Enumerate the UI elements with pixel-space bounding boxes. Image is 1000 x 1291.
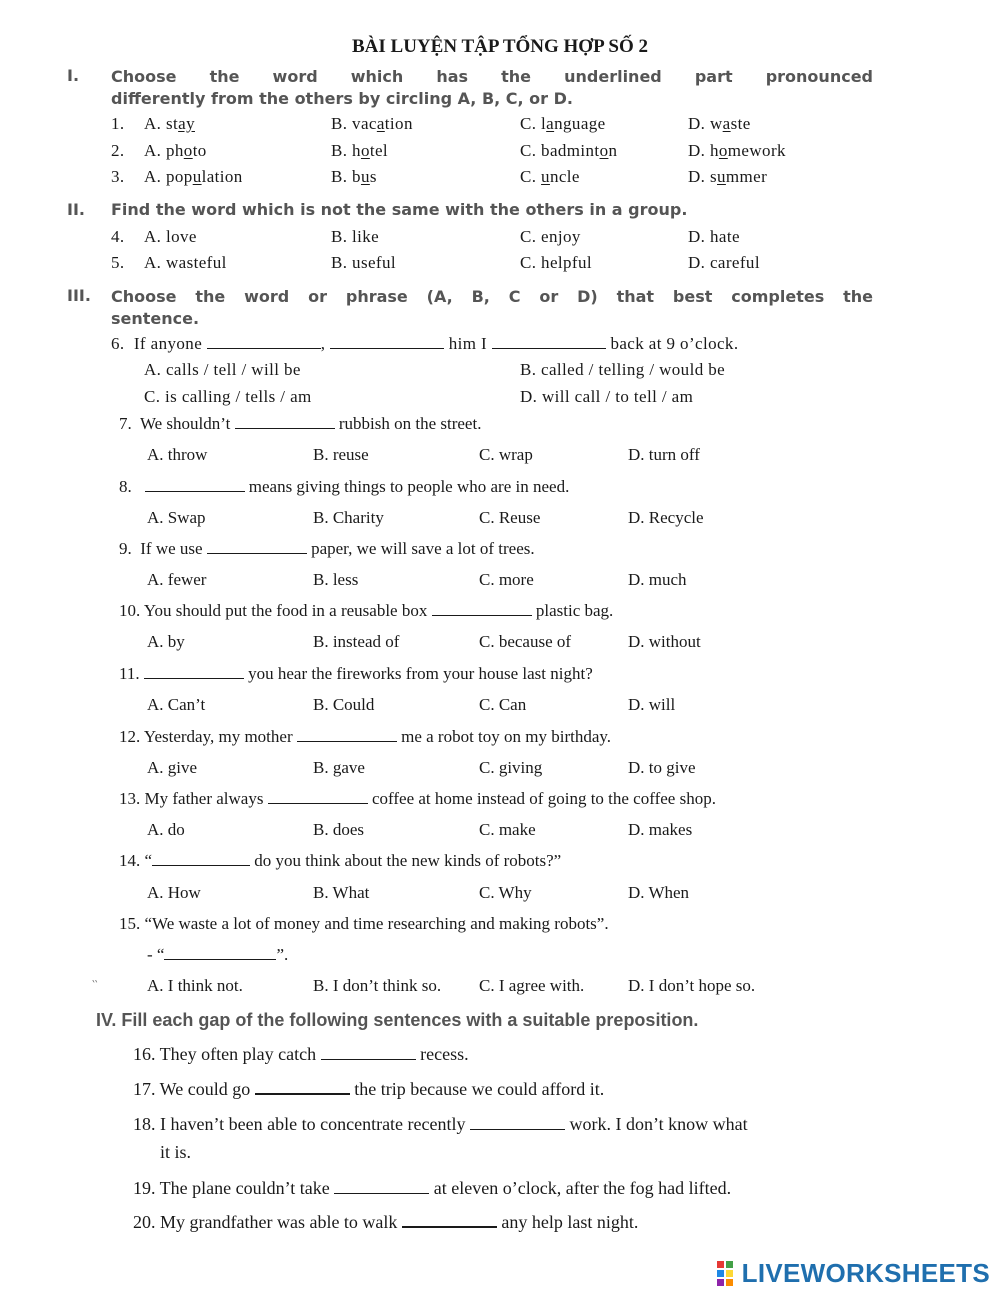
option-a[interactable]: A. Can’t <box>147 695 206 714</box>
option-c[interactable]: C. Reuse <box>479 508 541 527</box>
option-d[interactable]: D. Recycle <box>628 508 704 527</box>
option-b[interactable]: B. hotel <box>331 141 389 160</box>
question-stem: 11. you hear the fireworks from your house last night? <box>119 664 593 683</box>
answer-blank[interactable] <box>402 1212 497 1228</box>
option-d[interactable]: D. much <box>628 570 687 589</box>
option-d[interactable]: D. homework <box>688 141 786 160</box>
option-c[interactable]: C. make <box>479 820 536 839</box>
answer-blank[interactable] <box>164 945 276 960</box>
answer-blank[interactable] <box>152 851 250 866</box>
liveworksheets-logo <box>716 1258 990 1289</box>
option-c[interactable]: C. wrap <box>479 445 533 464</box>
answer-blank[interactable] <box>297 727 397 742</box>
option-c[interactable]: C. Can <box>479 695 527 714</box>
question-number: 1. <box>111 114 125 133</box>
question-number: 4. <box>111 227 125 246</box>
section-1-instruction-line1: Choose the word which has the underlined part pronounced <box>111 67 873 86</box>
option-d[interactable]: D. hate <box>688 227 740 246</box>
page-title: BÀI LUYỆN TẬP TỔNG HỢP SỐ 2 <box>352 36 648 57</box>
option-c[interactable]: C. more <box>479 570 534 589</box>
section-3-instruction-line1: Choose the word or phrase (A, B, C or D) that best completes the <box>111 287 873 306</box>
option-a[interactable]: A. fewer <box>147 570 207 589</box>
option-c[interactable]: C. is calling / tells / am <box>144 387 312 406</box>
option-c[interactable]: C. enjoy <box>520 227 581 246</box>
question-stem: 8. means giving things to people who are in need. <box>119 477 570 496</box>
answer-blank[interactable] <box>255 1079 350 1095</box>
option-d[interactable]: D. will <box>628 695 676 714</box>
option-b[interactable]: B. called / telling / would be <box>520 360 726 379</box>
option-a[interactable]: A. stay <box>144 114 195 133</box>
option-c[interactable]: C. helpful <box>520 253 592 272</box>
section-2-number: II. <box>67 200 85 219</box>
question-stem: 7. We shouldn’t rubbish on the street. <box>119 414 482 433</box>
question-stem: 20. My grandfather was able to walk any help last night. <box>133 1212 639 1232</box>
option-a[interactable]: A. love <box>144 227 197 246</box>
question-stem: 19. The plane couldn’t take at eleven o’clock, after the fog had lifted. <box>133 1178 732 1198</box>
answer-blank[interactable] <box>330 334 444 349</box>
answer-blank[interactable] <box>207 539 307 554</box>
option-b[interactable]: B. bus <box>331 167 377 186</box>
question-stem: 10. You should put the food in a reusable box plastic bag. <box>119 601 614 620</box>
option-c[interactable]: C. Why <box>479 883 532 902</box>
option-d[interactable]: D. turn off <box>628 445 700 464</box>
stray-mark: ‵‵ <box>92 978 98 992</box>
question-stem: 16. They often play catch recess. <box>133 1044 469 1064</box>
question-15-stem: 15. “We waste a lot of money and time researching and making robots”. <box>119 914 609 933</box>
option-a[interactable]: A. throw <box>147 445 208 464</box>
option-b[interactable]: B. vacation <box>331 114 413 133</box>
question-number: 2. <box>111 141 125 160</box>
answer-blank[interactable] <box>492 334 606 349</box>
question-15-reply: - “ ”. <box>147 945 289 964</box>
answer-blank[interactable] <box>470 1115 565 1130</box>
option-d[interactable]: D. summer <box>688 167 768 186</box>
section-4-heading: IV. Fill each gap of the following sentences with a suitable preposition. <box>96 1010 699 1030</box>
liveworksheets-icon <box>716 1259 742 1289</box>
option-c[interactable]: C. because of <box>479 632 572 651</box>
option-a[interactable]: A. wasteful <box>144 253 227 272</box>
section-3-instruction-line2: sentence. <box>111 309 200 328</box>
option-c[interactable]: C. uncle <box>520 167 580 186</box>
option-b[interactable]: B. does <box>313 820 364 839</box>
question-stem: 14. “ do you think about the new kinds of robots?” <box>119 851 562 870</box>
option-b[interactable]: B. reuse <box>313 445 369 464</box>
option-a[interactable]: A. do <box>147 820 185 839</box>
option-d[interactable]: D. to give <box>628 758 696 777</box>
answer-blank[interactable] <box>432 601 532 616</box>
option-d[interactable]: D. waste <box>688 114 751 133</box>
question-number: 5. <box>111 253 125 272</box>
option-a[interactable]: A. by <box>147 632 185 651</box>
section-1-instruction-line2: differently from the others by circling A, B, C, or D. <box>111 89 573 108</box>
option-d[interactable]: D. careful <box>688 253 760 272</box>
option-a[interactable]: A. Swap <box>147 508 206 527</box>
answer-blank[interactable] <box>145 477 245 492</box>
option-a[interactable]: A. How <box>147 883 201 902</box>
option-b[interactable]: B. gave <box>313 758 365 777</box>
option-d[interactable]: D. makes <box>628 820 693 839</box>
answer-blank[interactable] <box>268 789 368 804</box>
section-1-number: I. <box>67 66 80 85</box>
option-b[interactable]: B. useful <box>331 253 396 272</box>
option-a[interactable]: A. give <box>147 758 198 777</box>
option-c[interactable]: C. I agree with. <box>479 976 585 995</box>
option-a[interactable]: A. population <box>144 167 243 186</box>
answer-blank[interactable] <box>235 414 335 429</box>
option-a[interactable]: A. calls / tell / will be <box>144 360 301 379</box>
option-d[interactable]: D. When <box>628 883 690 902</box>
option-b[interactable]: B. like <box>331 227 380 246</box>
section-3-number: III. <box>67 286 91 305</box>
option-c[interactable]: C. badminton <box>520 141 618 160</box>
option-d[interactable]: D. will call / to tell / am <box>520 387 694 406</box>
question-stem: 12. Yesterday, my mother me a robot toy on my birthday. <box>119 727 612 746</box>
question-number: 3. <box>111 167 125 186</box>
question-continuation: it is. <box>160 1142 192 1162</box>
question-6-stem: 6. If anyone , him I back at 9 o’clock. <box>111 334 739 353</box>
answer-blank[interactable] <box>334 1179 429 1194</box>
question-stem: 17. We could go the trip because we could afford it. <box>133 1079 605 1099</box>
option-c[interactable]: C. giving <box>479 758 543 777</box>
answer-blank[interactable] <box>207 334 321 349</box>
option-c[interactable]: C. language <box>520 114 606 133</box>
question-stem: 18. I haven’t been able to concentrate recently work. I don’t know what <box>133 1114 748 1134</box>
option-d[interactable]: D. without <box>628 632 701 651</box>
option-d[interactable]: D. I don’t hope so. <box>628 976 756 995</box>
answer-blank[interactable] <box>321 1045 416 1060</box>
option-a[interactable]: A. photo <box>144 141 207 160</box>
option-b[interactable]: B. Could <box>313 695 375 714</box>
section-2-instruction: Find the word which is not the same with the others in a group. <box>111 200 688 219</box>
option-b[interactable]: B. instead of <box>313 632 400 651</box>
question-stem: 9. If we use paper, we will save a lot of trees. <box>119 539 535 558</box>
brand-name: LIVEWORKSHEETS <box>741 1258 990 1288</box>
option-b[interactable]: B. What <box>313 883 370 902</box>
option-b[interactable]: B. Charity <box>313 508 384 527</box>
option-b[interactable]: B. less <box>313 570 359 589</box>
option-a[interactable]: A. I think not. <box>147 976 243 995</box>
answer-blank[interactable] <box>144 664 244 679</box>
option-b[interactable]: B. I don’t think so. <box>313 976 442 995</box>
question-stem: 13. My father always coffee at home instead of going to the coffee shop. <box>119 789 716 808</box>
